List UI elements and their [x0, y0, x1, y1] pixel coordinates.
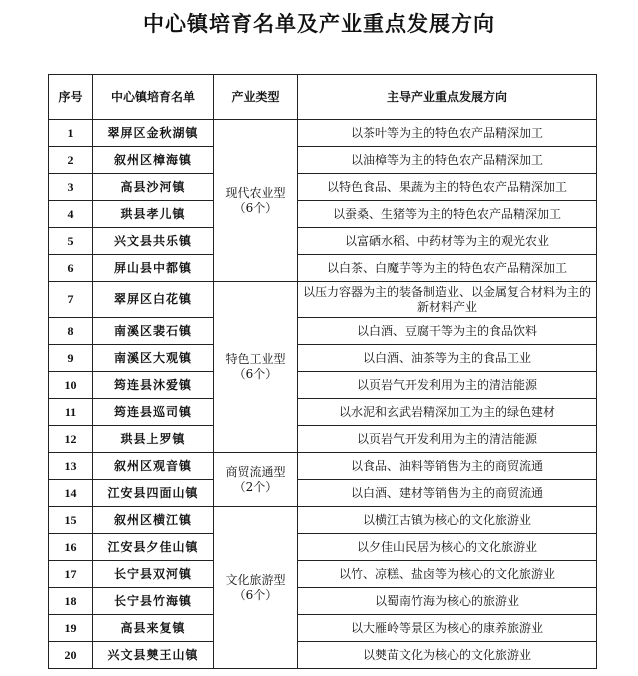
- row-index: 17: [49, 561, 93, 588]
- row-index: 6: [49, 255, 93, 282]
- row-direction: 以白酒、油茶等为主的食品工业: [298, 345, 597, 372]
- table-row: [49, 228, 597, 255]
- group-cell-tourism: [214, 507, 298, 669]
- row-index: 2: [49, 147, 93, 174]
- table-row: [49, 480, 597, 507]
- group-type: 文化旅游型: [225, 572, 286, 587]
- table-row: [49, 255, 597, 282]
- row-direction: 以僰苗文化为核心的文化旅游业: [298, 642, 597, 669]
- row-index: 5: [49, 228, 93, 255]
- group-cell-industry: [214, 282, 298, 453]
- row-town: 筠连县巡司镇: [93, 399, 214, 426]
- group-type: 商贸流通型: [225, 464, 286, 479]
- header-town: 中心镇培育名单: [93, 75, 214, 120]
- group-count: （2个）: [233, 479, 278, 494]
- row-index: 4: [49, 201, 93, 228]
- row-direction: 以白酒、建材等销售为主的商贸流通: [298, 480, 597, 507]
- table-row: [49, 318, 597, 345]
- row-town: 长宁县竹海镇: [93, 588, 214, 615]
- group-type: 现代农业型: [225, 185, 286, 200]
- row-index: 18: [49, 588, 93, 615]
- row-index: 19: [49, 615, 93, 642]
- row-index: 3: [49, 174, 93, 201]
- table-row: [49, 120, 597, 147]
- town-list-table: [48, 74, 597, 669]
- row-index: 12: [49, 426, 93, 453]
- group-cell-commerce: [214, 453, 298, 507]
- row-direction: 以蚕桑、生猪等为主的特色农产品精深加工: [298, 201, 597, 228]
- table-row: [49, 372, 597, 399]
- table-row: [49, 201, 597, 228]
- table-row: [49, 147, 597, 174]
- table-header-row: [49, 75, 597, 120]
- row-town: 江安县四面山镇: [93, 480, 214, 507]
- row-direction: 以食品、油料等销售为主的商贸流通: [298, 453, 597, 480]
- group-count: （6个）: [233, 200, 278, 215]
- row-direction: 以茶叶等为主的特色农产品精深加工: [298, 120, 597, 147]
- row-town: 筠连县沐爱镇: [93, 372, 214, 399]
- row-direction: 以横江古镇为核心的文化旅游业: [298, 507, 597, 534]
- table-row: [49, 174, 597, 201]
- row-town: 珙县上罗镇: [93, 426, 214, 453]
- row-direction: 以大雁岭等景区为核心的康养旅游业: [298, 615, 597, 642]
- table-row: [49, 561, 597, 588]
- row-index: 11: [49, 399, 93, 426]
- row-index: 15: [49, 507, 93, 534]
- table-row: [49, 615, 597, 642]
- table-row: [49, 282, 597, 318]
- document-title: 中心镇培育名单及产业重点发展方向: [143, 12, 495, 36]
- row-town: 南溪区裴石镇: [93, 318, 214, 345]
- row-town: 高县来复镇: [93, 615, 214, 642]
- row-index: 8: [49, 318, 93, 345]
- table-row: [49, 453, 597, 480]
- row-index: 1: [49, 120, 93, 147]
- row-town: 屏山县中都镇: [93, 255, 214, 282]
- header-index: 序号: [49, 75, 93, 120]
- row-town: 翠屏区金秋湖镇: [93, 120, 214, 147]
- group-type: 特色工业型: [225, 352, 286, 366]
- row-town: 翠屏区白花镇: [93, 282, 214, 318]
- group-count: （6个）: [233, 587, 278, 602]
- table-row: [49, 399, 597, 426]
- row-index: 14: [49, 480, 93, 507]
- row-direction: 以页岩气开发利用为主的清洁能源: [298, 426, 597, 453]
- row-direction: 以油樟等为主的特色农产品精深加工: [298, 147, 597, 174]
- row-direction: 以页岩气开发利用为主的清洁能源: [298, 372, 597, 399]
- row-direction: 以特色食品、果蔬为主的特色农产品精深加工: [298, 174, 597, 201]
- row-town: 长宁县双河镇: [93, 561, 214, 588]
- row-index: 7: [49, 282, 93, 318]
- row-town: 南溪区大观镇: [93, 345, 214, 372]
- row-index: 10: [49, 372, 93, 399]
- table-row: [49, 507, 597, 534]
- table-row: [49, 588, 597, 615]
- header-industry-type: 产业类型: [214, 75, 298, 120]
- row-town: 江安县夕佳山镇: [93, 534, 214, 561]
- row-direction: 以富硒水稻、中药材等为主的观光农业: [298, 228, 597, 255]
- table-row: [49, 534, 597, 561]
- row-town: 珙县孝儿镇: [93, 201, 214, 228]
- row-direction: 以白茶、白魔芋等为主的特色农产品精深加工: [298, 255, 597, 282]
- group-count: （6个）: [233, 367, 278, 381]
- row-town: 兴文县共乐镇: [93, 228, 214, 255]
- row-direction: 以夕佳山民居为核心的文化旅游业: [298, 534, 597, 561]
- row-town: 叙州区观音镇: [93, 453, 214, 480]
- row-town: 叙州区横江镇: [93, 507, 214, 534]
- table-row: [49, 426, 597, 453]
- row-index: 13: [49, 453, 93, 480]
- group-cell-agriculture: [214, 120, 298, 282]
- table-row: [49, 642, 597, 669]
- row-town: 兴文县僰王山镇: [93, 642, 214, 669]
- row-direction: 以竹、凉糕、盐卤等为核心的文化旅游业: [298, 561, 597, 588]
- row-index: 16: [49, 534, 93, 561]
- row-direction: 以水泥和玄武岩精深加工为主的绿色建材: [298, 399, 597, 426]
- table-row: [49, 345, 597, 372]
- row-direction: 以白酒、豆腐干等为主的食品饮料: [298, 318, 597, 345]
- row-index: 20: [49, 642, 93, 669]
- row-town: 高县沙河镇: [93, 174, 214, 201]
- row-direction: 以蜀南竹海为核心的旅游业: [298, 588, 597, 615]
- row-direction: 以压力容器为主的装备制造业、以金属复合材料为主的新材料产业: [298, 282, 597, 318]
- row-index: 9: [49, 345, 93, 372]
- row-town: 叙州区樟海镇: [93, 147, 214, 174]
- header-direction: 主导产业重点发展方向: [298, 75, 597, 120]
